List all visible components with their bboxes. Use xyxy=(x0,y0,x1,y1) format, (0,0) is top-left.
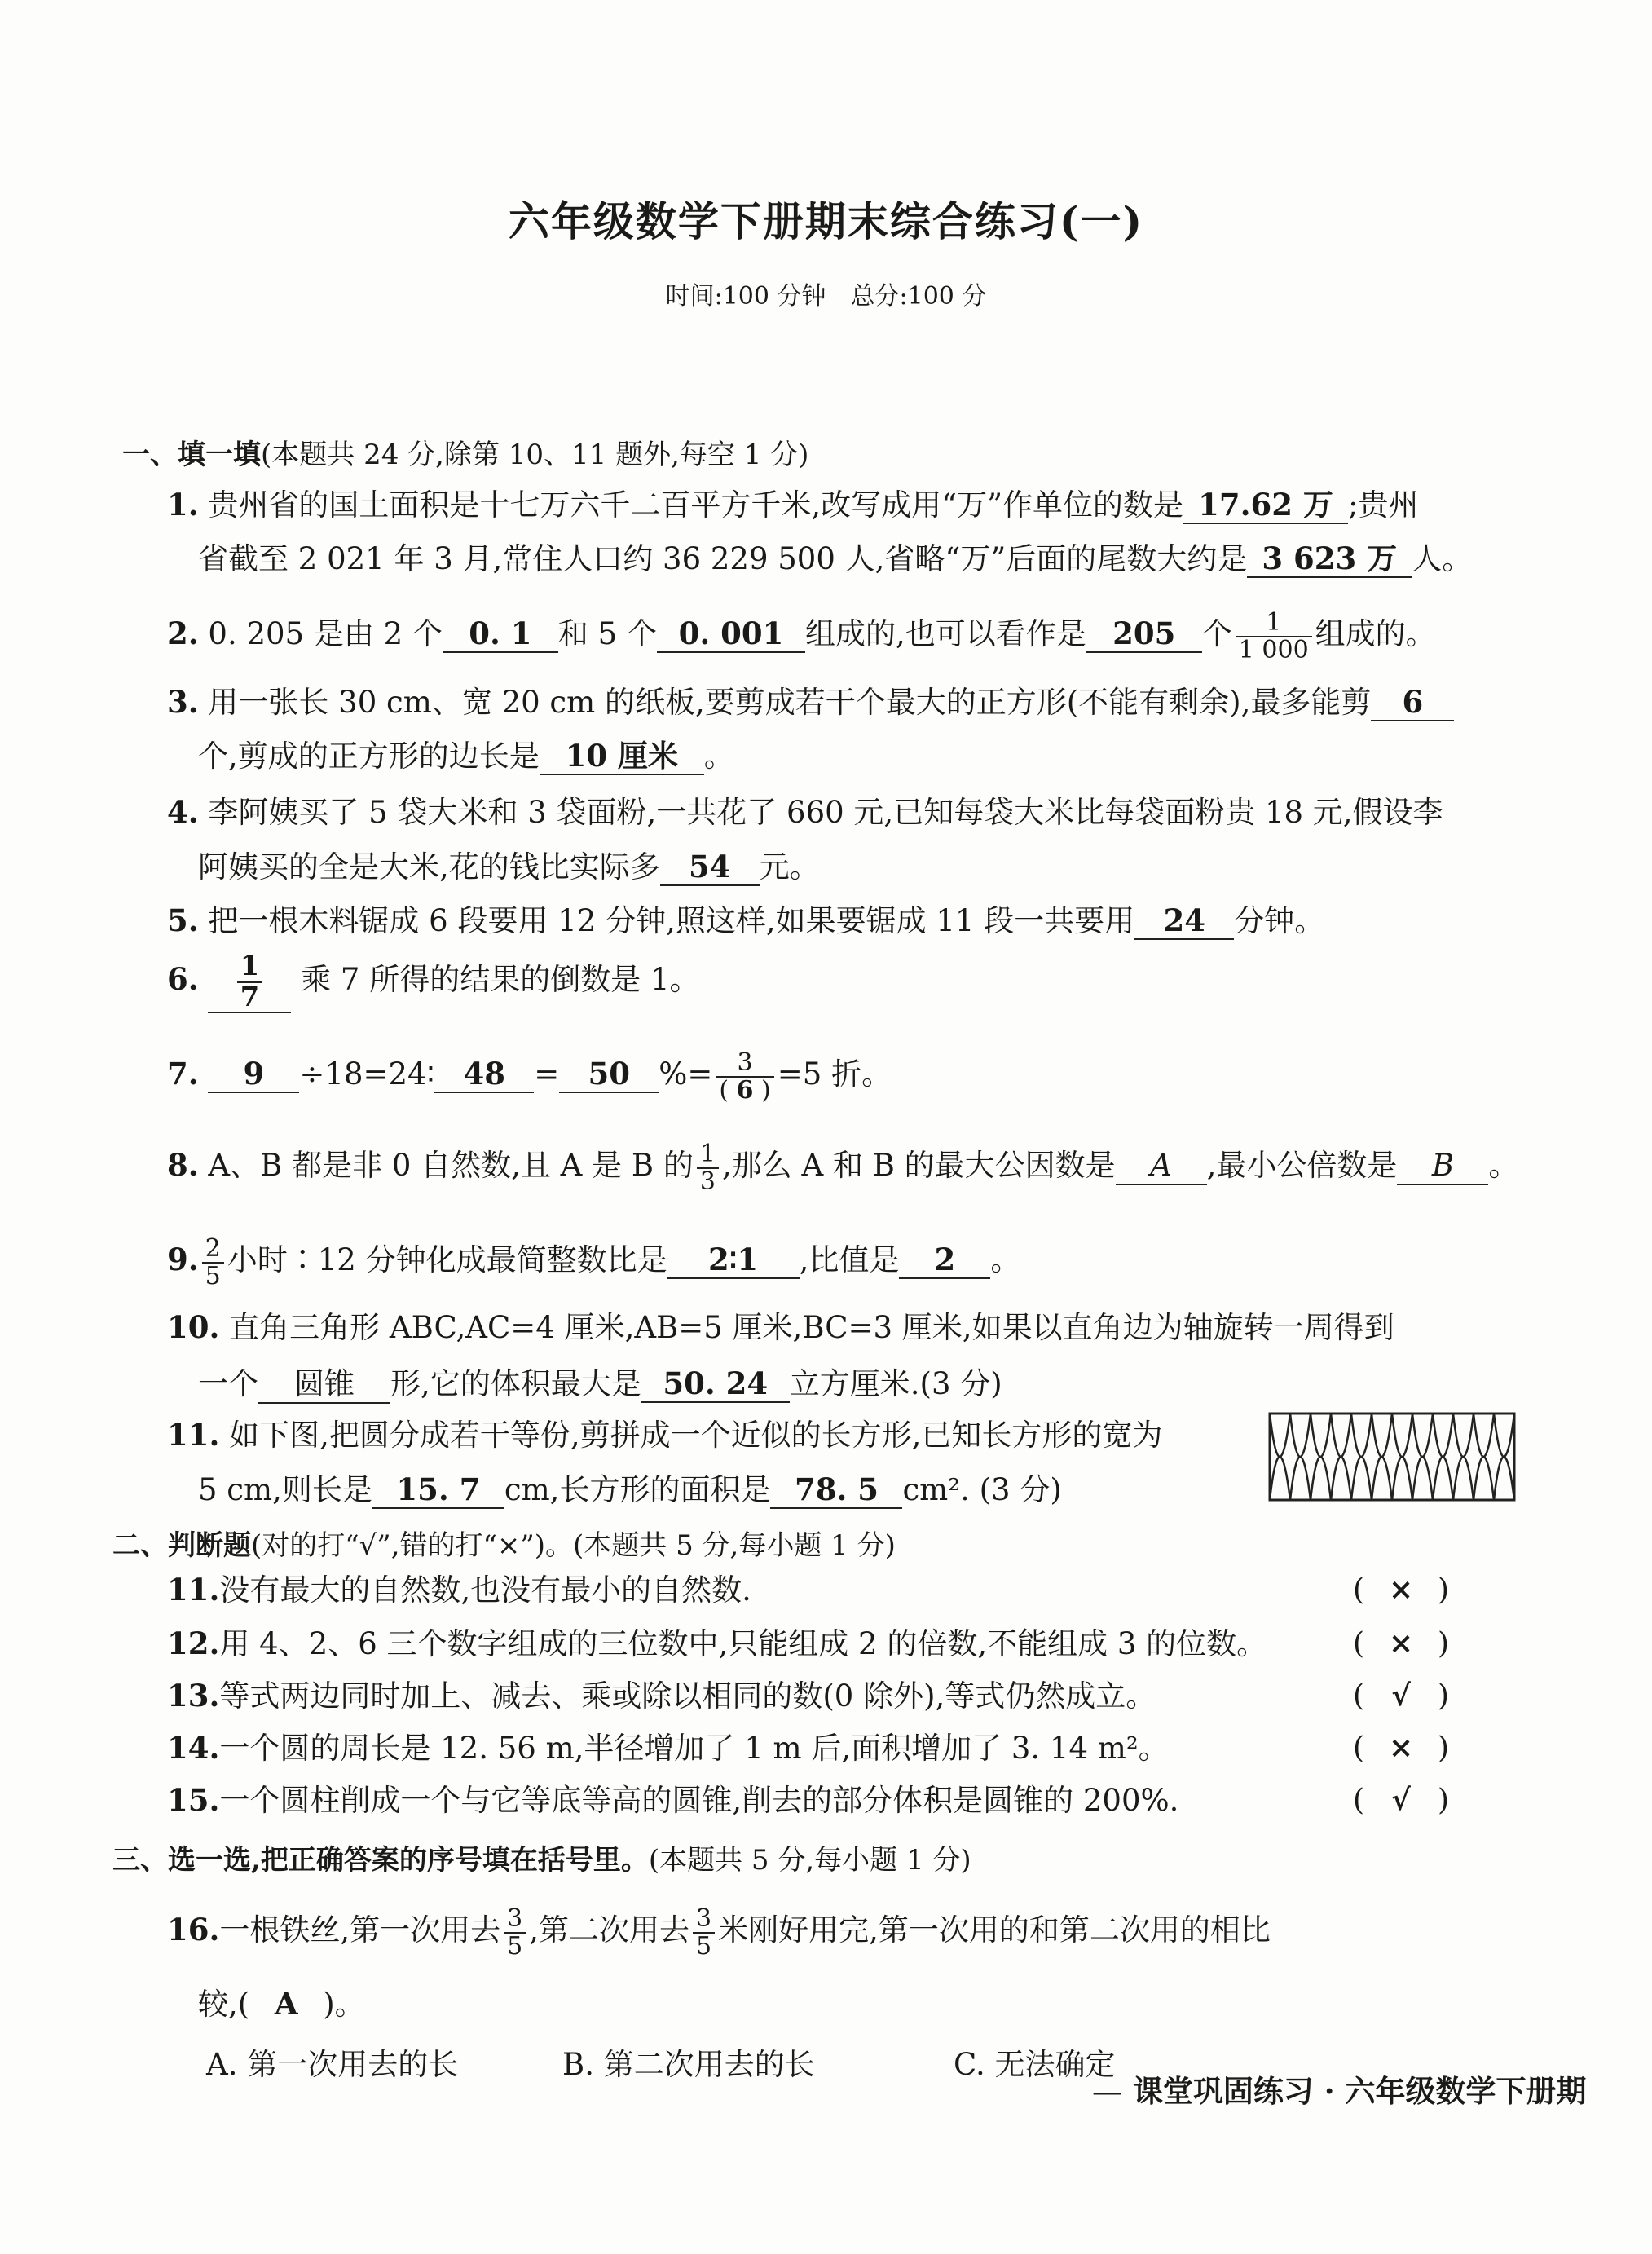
answer-blank: 2∶1 xyxy=(667,1242,800,1279)
question-3-line-1: 3. 用一张长 30 cm、宽 20 cm 的纸板,要剪成若干个最大的正方形(不能有剩余),最多能剪 6 xyxy=(167,685,1454,721)
judge-answer: ( × ) xyxy=(1353,1626,1450,1661)
option-a: A. 第一次用去的长 xyxy=(206,2047,459,2082)
section-1-title: 一、填一填 xyxy=(122,439,261,471)
question-16-line-2: 较,( A )。 xyxy=(198,1986,365,2022)
fraction: $\frac{1}{3}$ xyxy=(697,1141,719,1194)
answer-blank: 9 xyxy=(208,1056,299,1093)
page-footer: — 课堂巩固练习 · 六年级数学下册期 xyxy=(1092,2073,1587,2109)
section-1-heading xyxy=(122,432,808,472)
option-b: B. 第二次用去的长 xyxy=(562,2047,815,2082)
question-5: 5. 把一根木料锯成 6 段要用 12 分钟,照这样,如果要锯成 11 段一共要用 24 分钟。 xyxy=(167,902,1325,938)
judge-answer: ( √ ) xyxy=(1353,1783,1450,1817)
answer-blank: 205 xyxy=(1086,616,1202,653)
judge-item: 11.没有最大的自然数,也没有最小的自然数. xyxy=(167,1572,751,1608)
question-6: 6. $\frac{1}{7}$ 乘 7 所得的结果的倒数是 1。 xyxy=(167,950,700,1013)
answer-blank: 54 xyxy=(660,849,760,886)
question-16-line-1: 16.一根铁丝,第一次用去 $\frac{3}{5}$ ,第二次用去 $\frac{3}{5}$ 米刚好用完,第一次用的和第二次用的相比 xyxy=(167,1904,1271,1961)
fraction: $\frac{1}{7}$ xyxy=(237,952,263,1012)
answer-blank: 0. 1 xyxy=(443,616,558,653)
answer-blank: A xyxy=(1116,1149,1207,1185)
section-3-title: 三、选一选,把正确答案的序号填在括号里。 xyxy=(112,1844,649,1877)
answer-blank: 17.62 万 xyxy=(1183,487,1348,524)
question-3-line-2: 个,剪成的正方形的边长是 10 厘米 。 xyxy=(198,738,734,774)
answer-blank: 6 xyxy=(1371,685,1454,721)
time-total-info: 时间:100 分钟 总分:100 分 xyxy=(665,282,987,311)
choice-answer: A xyxy=(274,1986,298,2022)
answer-blank xyxy=(208,952,291,1013)
judge-answer: ( × ) xyxy=(1353,1731,1450,1765)
question-11-line-2: 5 cm,则长是 15. 7 cm,长方形的面积是 78. 5 cm². (3 分) xyxy=(198,1471,1062,1507)
answer-blank: B xyxy=(1397,1149,1488,1185)
question-9: 9. $\frac{2}{5}$ 小时∶12 分钟化成最简整数比是 2∶1 ,比值是 2 。 xyxy=(167,1234,1021,1290)
question-1-line-1: 1. 贵州省的国土面积是十七万六千二百平方千米,改写成用“万”作单位的数是 17.62 万 ;贵州 xyxy=(167,487,1419,523)
question-1-line-2: 省截至 2 021 年 3 月,常住人口约 36 229 500 人,省略“万”后面的尾数大约是 3 623 万 人。 xyxy=(198,540,1473,576)
judge-item: 15.一个圆柱削成一个与它等底等高的圆锥,削去的部分体积是圆锥的 200%. xyxy=(167,1782,1179,1818)
option-c: C. 无法确定 xyxy=(954,2047,1116,2082)
judge-answer: ( × ) xyxy=(1353,1573,1450,1607)
judge-item: 13.等式两边同时加上、减去、乘或除以相同的数(0 除外),等式仍然成立。 xyxy=(167,1678,1156,1714)
answer-blank: 2 xyxy=(899,1242,990,1279)
question-11-line-1: 11. 如下图,把圆分成若干等份,剪拼成一个近似的长方形,已知长方形的宽为 xyxy=(167,1417,1163,1453)
answer-blank: 50. 24 xyxy=(641,1366,790,1403)
answer-blank: 10 厘米 xyxy=(540,739,704,775)
section-1-note: (本题共 24 分,除第 10、11 题外,每空 1 分) xyxy=(261,439,809,471)
answer-blank: 48 xyxy=(434,1056,534,1093)
answer-blank: 50 xyxy=(559,1056,659,1093)
judge-item: 12.用 4、2、6 三个数字组成的三位数中,只能组成 2 的倍数,不能组成 3 的位数。 xyxy=(167,1625,1267,1661)
answer-blank: 3 623 万 xyxy=(1247,541,1412,578)
question-10-line-2: 一个 圆锥 形,它的体积最大是 50. 24 立方厘米.(3 分) xyxy=(198,1366,1002,1404)
answer-blank: 15. 7 xyxy=(372,1472,504,1509)
fraction: $\frac{1}{1 000}$ xyxy=(1236,610,1312,663)
fraction: $\frac{3}{5}$ xyxy=(504,1906,526,1959)
section-2-note: (对的打“√”,错的打“×”)。(本题共 5 分,每小题 1 分) xyxy=(251,1529,896,1562)
fraction: $\frac{3}{5}$ xyxy=(693,1906,715,1959)
section-2-heading xyxy=(112,1523,896,1563)
answer-blank: 78. 5 xyxy=(770,1472,902,1509)
fraction: $\frac{2}{5}$ xyxy=(202,1236,224,1289)
section-3-heading xyxy=(112,1837,971,1877)
judge-item: 14.一个圆的周长是 12. 56 m,半径增加了 1 m 后,面积增加了 3. 14 m²。 xyxy=(167,1730,1169,1766)
answer-blank: 圆锥 xyxy=(258,1367,390,1404)
question-2: 2. 0. 205 是由 2 个 0. 1 和 5 个 0. 001 组成的,也可以看作是 205 个 $\frac{1}{1 000}$ 组成的。 xyxy=(167,608,1436,664)
section-3-note: (本题共 5 分,每小题 1 分) xyxy=(648,1844,971,1877)
question-4-line-1: 4. 李阿姨买了 5 袋大米和 3 袋面粉,一共花了 660 元,已知每袋大米比每袋面粉贵 18 元,假设李 xyxy=(167,794,1443,830)
question-10-line-1: 10. 直角三角形 ABC,AC=4 厘米,AB=5 厘米,BC=3 厘米,如果以直角边为轴旋转一周得到 xyxy=(167,1309,1394,1345)
section-2-title: 二、判断题 xyxy=(112,1529,251,1562)
page-title: 六年级数学下册期末综合练习(一) xyxy=(508,197,1144,245)
circle-rectangle-figure xyxy=(1268,1412,1516,1502)
judge-answer: ( √ ) xyxy=(1353,1678,1450,1713)
fraction: $\frac{3}{( 6 )}$ xyxy=(716,1050,773,1103)
question-4-line-2: 阿姨买的全是大米,花的钱比实际多 54 元。 xyxy=(198,849,820,884)
answer-blank: 24 xyxy=(1134,903,1234,940)
question-7: 7. 9 ÷18=24∶ 48 = 50 %= $\frac{3}{( 6 )}$ =5 折。 xyxy=(167,1048,892,1105)
question-8: 8. A、B 都是非 0 自然数,且 A 是 B 的 $\frac{1}{3}$ ,那么 A 和 B 的最大公因数是 A ,最小公倍数是 B 。 xyxy=(167,1140,1519,1196)
answer-blank: 0. 001 xyxy=(657,616,805,653)
